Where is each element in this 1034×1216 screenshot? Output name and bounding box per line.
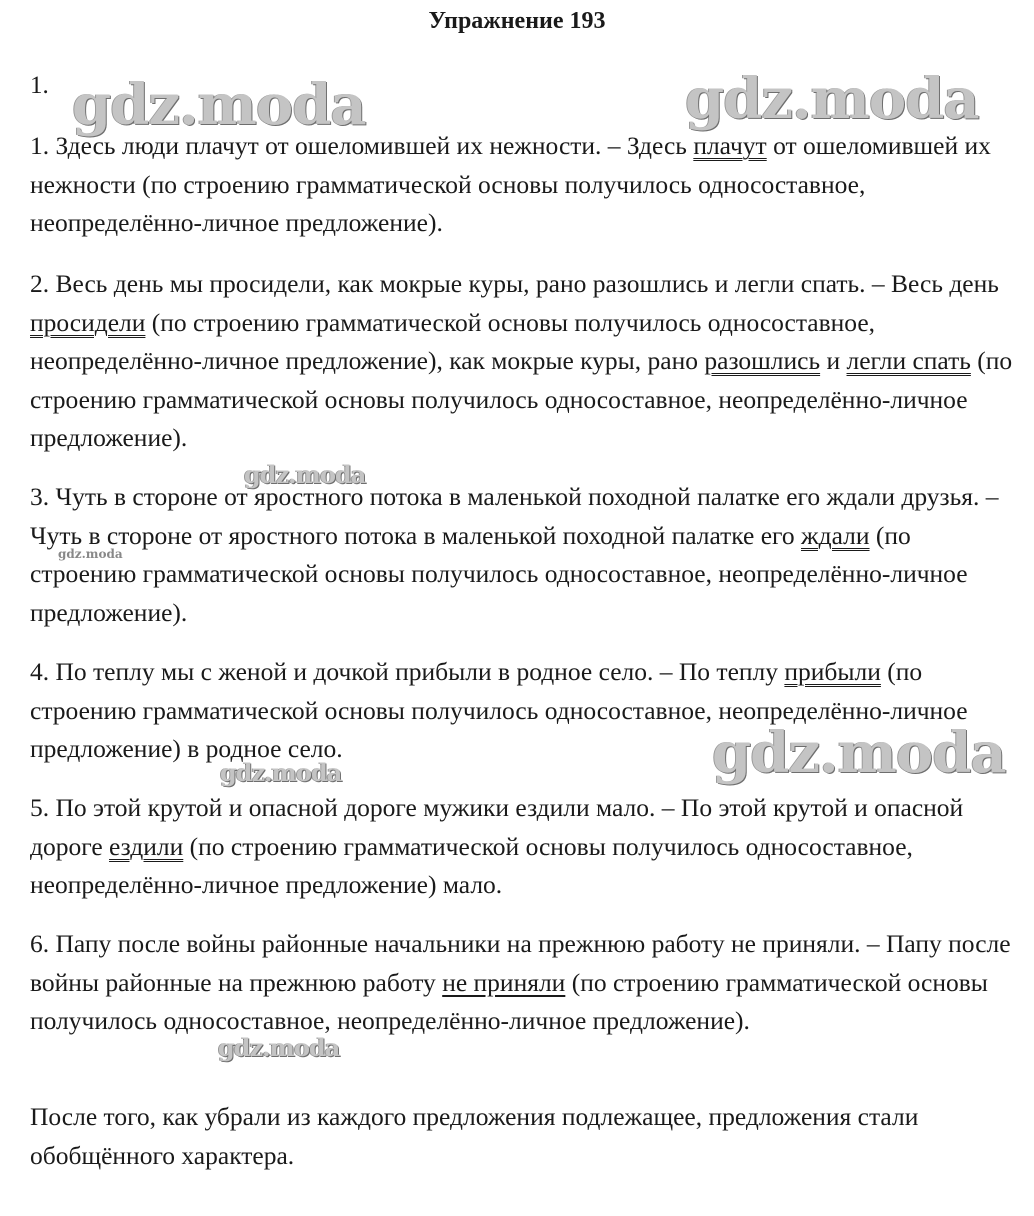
paragraph-6: [30, 925, 1015, 1041]
predicate: легли спать: [846, 346, 971, 375]
text: от ошеломившей их нежности (по строению грамматической основы получилось односоставное, неопределённо-личное предложение).: [30, 131, 991, 237]
predicate: ездили: [109, 831, 184, 861]
watermark-logo: gdz.moda: [218, 1033, 340, 1062]
text: 5. По этой крутой и опасной дороге мужики ездили мало. – По этой крутой и опасной дороге: [30, 793, 964, 861]
conclusion: После того, как убрали из каждого предложения подлежащее, предложения стали обобщённого характера.: [30, 1102, 919, 1170]
watermark-logo: gdz.moda: [220, 758, 342, 787]
watermark-logo: gdz.moda: [58, 547, 123, 561]
exercise-title: Упражнение 193: [428, 8, 606, 34]
watermark-logo: gdz.moda: [72, 72, 366, 138]
watermark-logo: gdz.moda: [244, 460, 366, 489]
predicate: разошлись: [704, 346, 821, 375]
text: 3. Чуть в стороне от яростного потока в маленькой походной палатке его ждали друзья. – Чуть в стороне от яростного потока в маленькой походной палатке его: [30, 482, 999, 550]
predicate: ждали: [801, 520, 870, 550]
text: 2. Весь день мы просидели, как мокрые куры, рано разошлись и легли спать. – Весь день: [30, 269, 999, 298]
paragraph-3: [30, 478, 1015, 632]
text: (по строению грамматической основы получилось односоставное, неопределённо-личное предложение).: [30, 967, 988, 1035]
predicate: прибыли: [784, 657, 881, 686]
text: 4. По теплу мы с женой и дочкой прибыли в родное село. – По теплу: [30, 657, 785, 686]
predicate: не приняли: [442, 967, 566, 997]
text: 6. Папу после войны районные начальники на прежнюю работу не приняли. – Папу после войны районные на прежнюю работу: [30, 929, 1011, 997]
text: (по строению грамматической основы получилось односоставное, неопределённо-личное предложение) в родное село.: [30, 657, 968, 763]
text: (по строению грамматической основы получилось односоставное, неопределённо-личное предложение).: [30, 346, 1013, 452]
paragraph-1: [30, 127, 1015, 243]
paragraph-4: [30, 653, 1015, 769]
predicate: просидели: [30, 307, 146, 337]
text: (по строению грамматической основы получилось односоставное, неопределённо-личное предложение) мало.: [30, 831, 913, 899]
text: (по строению грамматической основы получилось односоставное, неопределённо-личное предложение), как мокрые куры, рано: [30, 307, 876, 375]
paragraph-2: [30, 265, 1015, 458]
section-number: 1.: [30, 72, 49, 99]
watermark-logo: gdz.moda: [712, 720, 1006, 786]
paragraph-5: [30, 789, 1015, 905]
watermark-logo: gdz.moda: [685, 66, 979, 132]
text: и: [820, 346, 847, 375]
text: 1. Здесь люди плачут от ошеломившей их нежности. – Здесь: [30, 131, 694, 160]
predicate: плачут: [693, 131, 767, 160]
text: (по строению грамматической основы получилось односоставное, неопределённо-личное предложение).: [30, 520, 968, 627]
